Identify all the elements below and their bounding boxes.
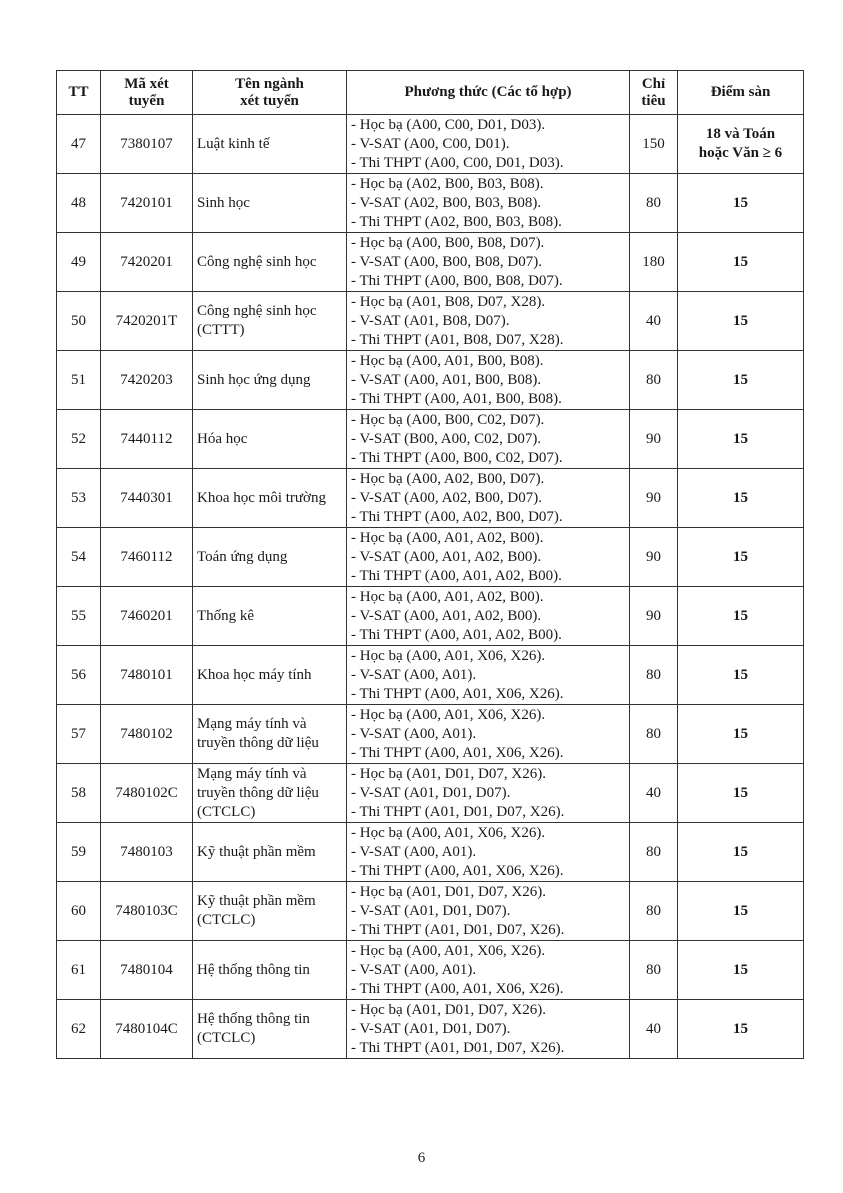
admission-methods [347,941,630,1000]
major-name [193,941,347,1000]
method-line: - Thi THPT (A00, C00, D01, D03). [351,154,564,171]
row-number-text: 59 [71,843,86,860]
admission-methods [347,705,630,764]
row-number-text: 60 [71,902,86,919]
major-name-line: Sinh học [197,194,250,211]
row-number [57,528,101,587]
table-header-row [57,71,804,115]
table-row [57,1000,804,1059]
quota [630,587,678,646]
admission-methods [347,528,630,587]
major-name [193,646,347,705]
method-line: - V-SAT (A00, A01). [351,843,477,860]
floor-score-line: 15 [733,489,748,506]
table-row [57,823,804,882]
row-number-text: 54 [71,548,86,565]
admission-code-text: 7420203 [120,371,173,388]
table-row [57,351,804,410]
quota-text: 40 [646,312,661,329]
major-name [193,351,347,410]
admission-code-text: 7480104C [115,1020,178,1037]
floor-score-line: 18 và Toán [705,126,776,142]
floor-score [678,823,804,882]
admission-code-text: 7420201T [115,312,178,329]
method-line: - Học bạ (A02, B00, B03, B08). [351,175,544,192]
quota [630,705,678,764]
floor-score [678,705,804,764]
quota-text: 90 [646,548,661,565]
quota [630,292,678,351]
floor-score-line: 15 [733,843,748,860]
row-number-text: 58 [71,784,86,801]
method-line: - Thi THPT (A00, A01, X06, X26). [351,744,564,761]
major-name-line: Công nghệ sinh học [197,253,317,270]
floor-score [678,941,804,1000]
quota [630,646,678,705]
method-line: - Thi THPT (A00, A01, B00, B08). [351,390,562,407]
admission-code [101,410,193,469]
admission-code [101,115,193,174]
row-number-text: 48 [71,194,86,211]
quota [630,764,678,823]
method-line: - Thi THPT (A00, A01, A02, B00). [351,567,562,584]
quota [630,1000,678,1059]
admission-methods [347,115,630,174]
table-row [57,115,804,174]
quota-text: 80 [646,902,661,919]
quota [630,528,678,587]
floor-score [678,292,804,351]
method-line: - Học bạ (A00, B00, C02, D07). [351,411,545,428]
floor-score-line: 15 [733,312,748,329]
floor-score-line: 15 [733,253,748,270]
method-line: - Học bạ (A00, A02, B00, D07). [351,470,545,487]
row-number-text: 51 [71,371,86,388]
admission-code [101,941,193,1000]
floor-score-line: 15 [733,430,748,447]
method-line: - V-SAT (A02, B00, B03, B08). [351,194,542,211]
admission-code-text: 7480104 [120,961,173,978]
admission-code [101,528,193,587]
method-line: - Thi THPT (A00, A01, A02, B00). [351,626,562,643]
floor-score [678,174,804,233]
quota-text: 80 [646,725,661,742]
major-name [193,233,347,292]
row-number-text: 53 [71,489,86,506]
floor-score [678,351,804,410]
major-name-line: Toán ứng dụng [197,548,288,565]
method-line: - Học bạ (A00, A01, A02, B00). [351,529,544,546]
major-name [193,823,347,882]
major-name [193,469,347,528]
admission-methods [347,646,630,705]
row-number [57,351,101,410]
method-line: - Học bạ (A01, D01, D07, X26). [351,765,546,782]
quota [630,469,678,528]
method-line: - V-SAT (A00, A02, B00, D07). [351,489,542,506]
floor-score [678,233,804,292]
quota-text: 80 [646,194,661,211]
row-number-text: 47 [71,135,86,152]
method-line: - V-SAT (A00, A01, B00, B08). [351,371,542,388]
major-name [193,115,347,174]
method-line: - Học bạ (A01, D01, D07, X26). [351,1001,546,1018]
row-number [57,1000,101,1059]
method-line: - Học bạ (A00, A01, B00, B08). [351,352,544,369]
quota-text: 90 [646,430,661,447]
floor-score [678,882,804,941]
method-line: - Học bạ (A01, B08, D07, X28). [351,293,546,310]
major-name-line: Hóa học [197,430,248,447]
method-line: - Thi THPT (A00, A01, X06, X26). [351,980,564,997]
method-line: - Thi THPT (A01, D01, D07, X26). [351,803,565,820]
method-line: - Thi THPT (A00, A02, B00, D07). [351,508,563,525]
admission-code-text: 7480102C [115,784,178,801]
table-row [57,174,804,233]
quota-text: 80 [646,843,661,860]
table-row [57,292,804,351]
row-number [57,233,101,292]
method-line: - Thi THPT (A00, A01, X06, X26). [351,685,564,702]
floor-score-line: 15 [733,725,748,742]
method-line: - V-SAT (A01, B08, D07). [351,312,510,329]
row-number [57,823,101,882]
page-number: 6 [417,1150,426,1166]
floor-score [678,646,804,705]
method-line: - Thi THPT (A00, B00, C02, D07). [351,449,563,466]
method-line: - Thi THPT (A02, B00, B03, B08). [351,213,562,230]
header-code: Mã xét tuyển [101,71,193,115]
quota-text: 80 [646,371,661,388]
floor-score-line: hoặc Văn ≥ 6 [698,145,783,161]
header-method: Phương thức (Các tổ hợp) [347,71,630,115]
quota-text: 150 [642,135,665,152]
admissions-table [56,70,804,1059]
row-number-text: 50 [71,312,86,329]
row-number [57,941,101,1000]
method-line: - Học bạ (A00, A01, X06, X26). [351,824,546,841]
admission-code [101,351,193,410]
table-row [57,705,804,764]
floor-score [678,1000,804,1059]
quota [630,882,678,941]
major-name-line: (CTTT) [197,322,245,338]
method-line: - V-SAT (A00, A01). [351,725,477,742]
admission-code-text: 7440301 [120,489,173,506]
admission-methods [347,292,630,351]
row-number-text: 57 [71,725,86,742]
admission-methods [347,823,630,882]
major-name-line: Hệ thống thông tin [197,961,310,978]
header-quota: Chỉ tiêu [630,71,678,115]
major-name-line: Kỹ thuật phần mềm [197,893,316,909]
admission-code-text: 7420201 [120,253,173,270]
admission-methods [347,469,630,528]
method-line: - Học bạ (A01, D01, D07, X26). [351,883,546,900]
admission-code-text: 7480103C [115,902,178,919]
admission-code [101,292,193,351]
major-name-line: truyền thông dữ liệu [197,735,319,751]
row-number [57,646,101,705]
row-number [57,174,101,233]
major-name [193,764,347,823]
major-name [193,587,347,646]
floor-score-line: 15 [733,1020,748,1037]
floor-score [678,528,804,587]
row-number-text: 49 [71,253,86,270]
row-number [57,469,101,528]
major-name-line: Luật kinh tế [197,135,270,152]
floor-score [678,587,804,646]
major-name-line: (CTCLC) [197,912,256,928]
table-row [57,587,804,646]
major-name-line: Khoa học môi trường [197,489,326,506]
quota [630,823,678,882]
admission-code [101,174,193,233]
admission-methods [347,587,630,646]
major-name [193,705,347,764]
admission-code-text: 7420101 [120,194,173,211]
major-name [193,292,347,351]
admission-code-text: 7460201 [120,607,173,624]
admission-code-text: 7480102 [120,725,173,742]
method-line: - V-SAT (A00, B00, B08, D07). [351,253,542,270]
major-name [193,410,347,469]
method-line: - V-SAT (B00, A00, C02, D07). [351,430,542,447]
admission-methods [347,764,630,823]
floor-score-line: 15 [733,607,748,624]
admission-methods [347,1000,630,1059]
row-number-text: 52 [71,430,86,447]
major-name-line: (CTCLC) [197,1030,256,1046]
quota [630,941,678,1000]
admission-code [101,1000,193,1059]
major-name-line: Mạng máy tính và [197,765,307,782]
method-line: - V-SAT (A00, C00, D01). [351,135,510,152]
quota [630,115,678,174]
quota [630,233,678,292]
method-line: - Học bạ (A00, A01, X06, X26). [351,942,546,959]
method-line: - V-SAT (A01, D01, D07). [351,902,511,919]
quota [630,410,678,469]
floor-score [678,410,804,469]
major-name [193,882,347,941]
table-row [57,469,804,528]
floor-score [678,469,804,528]
major-name-line: truyền thông dữ liệu [197,784,319,801]
admission-methods [347,351,630,410]
floor-score-line: 15 [733,902,748,919]
table-row [57,233,804,292]
method-line: - V-SAT (A00, A01). [351,961,477,978]
row-number-text: 61 [71,961,86,978]
table-row [57,764,804,823]
row-number [57,705,101,764]
table-body [57,115,804,1059]
method-line: - V-SAT (A01, D01, D07). [351,784,511,801]
major-name-line: Kỹ thuật phần mềm [197,843,316,860]
table-row [57,882,804,941]
quota-text: 90 [646,607,661,624]
major-name-line: Thống kê [197,607,255,624]
method-line: - Học bạ (A00, B00, B08, D07). [351,234,545,251]
table-row [57,941,804,1000]
quota-text: 180 [642,253,665,270]
admission-code-text: 7460112 [120,548,173,565]
row-number [57,587,101,646]
floor-score-line: 15 [733,666,748,683]
major-name-line: Mạng máy tính và [197,716,307,732]
quota-text: 40 [646,784,661,801]
row-number-text: 62 [71,1020,86,1037]
row-number-text: 56 [71,666,86,683]
method-line: - V-SAT (A00, A01). [351,666,477,683]
header-score: Điểm sàn [678,71,804,115]
major-name-line: Hệ thống thông tin [197,1011,310,1027]
floor-score-line: 15 [733,784,748,801]
table-row [57,410,804,469]
method-line: - Thi THPT (A01, D01, D07, X26). [351,921,565,938]
floor-score-line: 15 [733,961,748,978]
table-row [57,528,804,587]
major-name-line: Công nghệ sinh học [197,303,317,319]
admission-code-text: 7440112 [120,430,173,447]
row-number [57,115,101,174]
admission-code-text: 7380107 [120,135,173,152]
row-number [57,882,101,941]
major-name-line: Khoa học máy tính [197,666,312,683]
method-line: - Thi THPT (A01, D01, D07, X26). [351,1039,565,1056]
major-name-line: (CTCLC) [197,803,256,820]
method-line: - Thi THPT (A00, A01, X06, X26). [351,862,564,879]
header-tt: TT [57,71,101,115]
floor-score [678,115,804,174]
admission-code [101,705,193,764]
admission-code [101,646,193,705]
admission-code [101,469,193,528]
quota-text: 80 [646,961,661,978]
quota-text: 90 [646,489,661,506]
method-line: - Học bạ (A00, A01, A02, B00). [351,588,544,605]
row-number [57,764,101,823]
method-line: - V-SAT (A00, A01, A02, B00). [351,548,542,565]
method-line: - Thi THPT (A01, B08, D07, X28). [351,331,564,348]
admission-code [101,587,193,646]
quota-text: 40 [646,1020,661,1037]
row-number [57,410,101,469]
method-line: - Học bạ (A00, C00, D01, D03). [351,116,546,133]
method-line: - V-SAT (A01, D01, D07). [351,1020,511,1037]
method-line: - V-SAT (A00, A01, A02, B00). [351,607,542,624]
admission-methods [347,882,630,941]
admission-code [101,233,193,292]
floor-score-line: 15 [733,371,748,388]
admission-code-text: 7480101 [120,666,173,683]
admission-methods [347,233,630,292]
method-line: - Thi THPT (A00, B00, B08, D07). [351,272,563,289]
row-number-text: 55 [71,607,86,624]
major-name [193,528,347,587]
floor-score-line: 15 [733,194,748,211]
admission-methods [347,174,630,233]
admission-code [101,882,193,941]
admission-code-text: 7480103 [120,843,173,860]
row-number [57,292,101,351]
major-name [193,1000,347,1059]
major-name [193,174,347,233]
admission-code [101,764,193,823]
admission-code [101,823,193,882]
method-line: - Học bạ (A00, A01, X06, X26). [351,706,546,723]
header-name: Tên ngành xét tuyển [193,71,347,115]
quota [630,351,678,410]
floor-score [678,764,804,823]
method-line: - Học bạ (A00, A01, X06, X26). [351,647,546,664]
quota [630,174,678,233]
quota-text: 80 [646,666,661,683]
table-row [57,646,804,705]
floor-score-line: 15 [733,548,748,565]
major-name-line: Sinh học ứng dụng [197,371,311,388]
admission-methods [347,410,630,469]
